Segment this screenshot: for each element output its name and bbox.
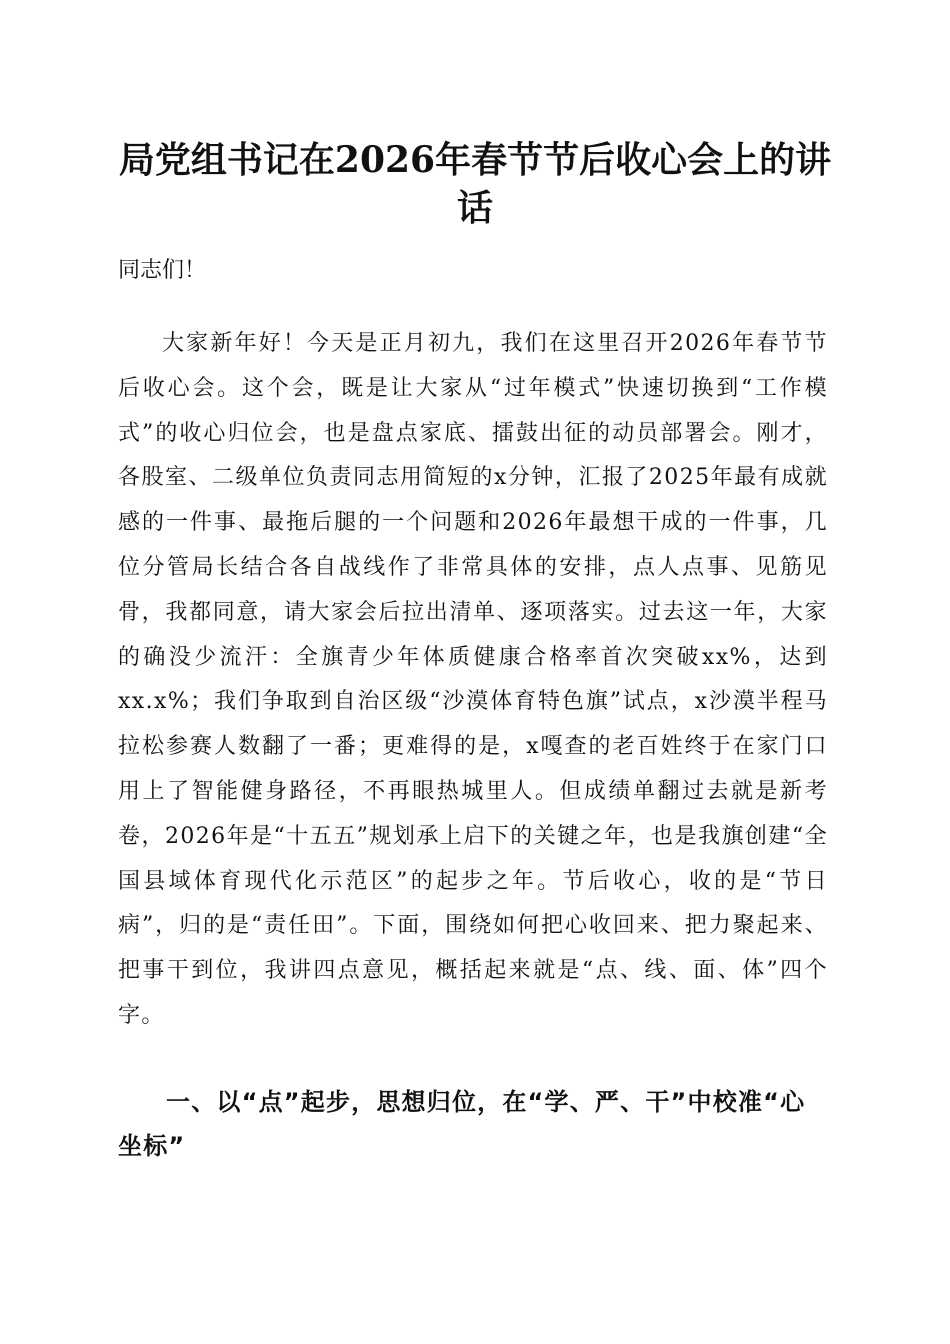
document-title: 局党组书记在2026年春节节后收心会上的讲话 [118,139,832,229]
body-paragraph: 大家新年好！今天是正月初九，我们在这里召开2026年春节节后收心会。这个会，既是让大家从“过年模式”快速切换到“工作模式”的收心归位会，也是盘点家底、擂鼓出征的动员部署会。刚才，各股室、二级单位负责同志用简短的x分钟，汇报了2025年最有成就感的一件事、最拖后腿的一个问题和2026年最想干成的一件事，几位分管局长结合各自战线作了非常具体的安排，点人点事、见筋见骨，我都同意，请大家会后拉出清单、逐项落实。过去这一年，大家的确没少流汗：全旗青少年体质健康合格率首次突破xx%，达到xx.x%；我们争取到自治区级“沙漠体育特色旗”试点，x沙漠半程马拉松参赛人数翻了一番；更难得的是，x嘎查的老百姓终于在家门口用上了智能健身路径，不再眼热城里人。但成绩单翻过去就是新考卷，2026年是“十五五”规划承上启下的关键之年，也是我旗创建“全国县域体育现代化示范区”的起步之年。节后收心，收的是“节日病”，归的是“责任田”。下面，围绕如何把心收回来、把力聚起来、把事干到位，我讲四点意见，概括起来就是“点、线、面、体”四个字。 [118,331,828,1028]
section-heading-1: 一、以“点”起步，思想归位，在“学、严、干”中校准“心坐标” [118,1088,806,1160]
salutation: 同志们！ [118,258,207,283]
